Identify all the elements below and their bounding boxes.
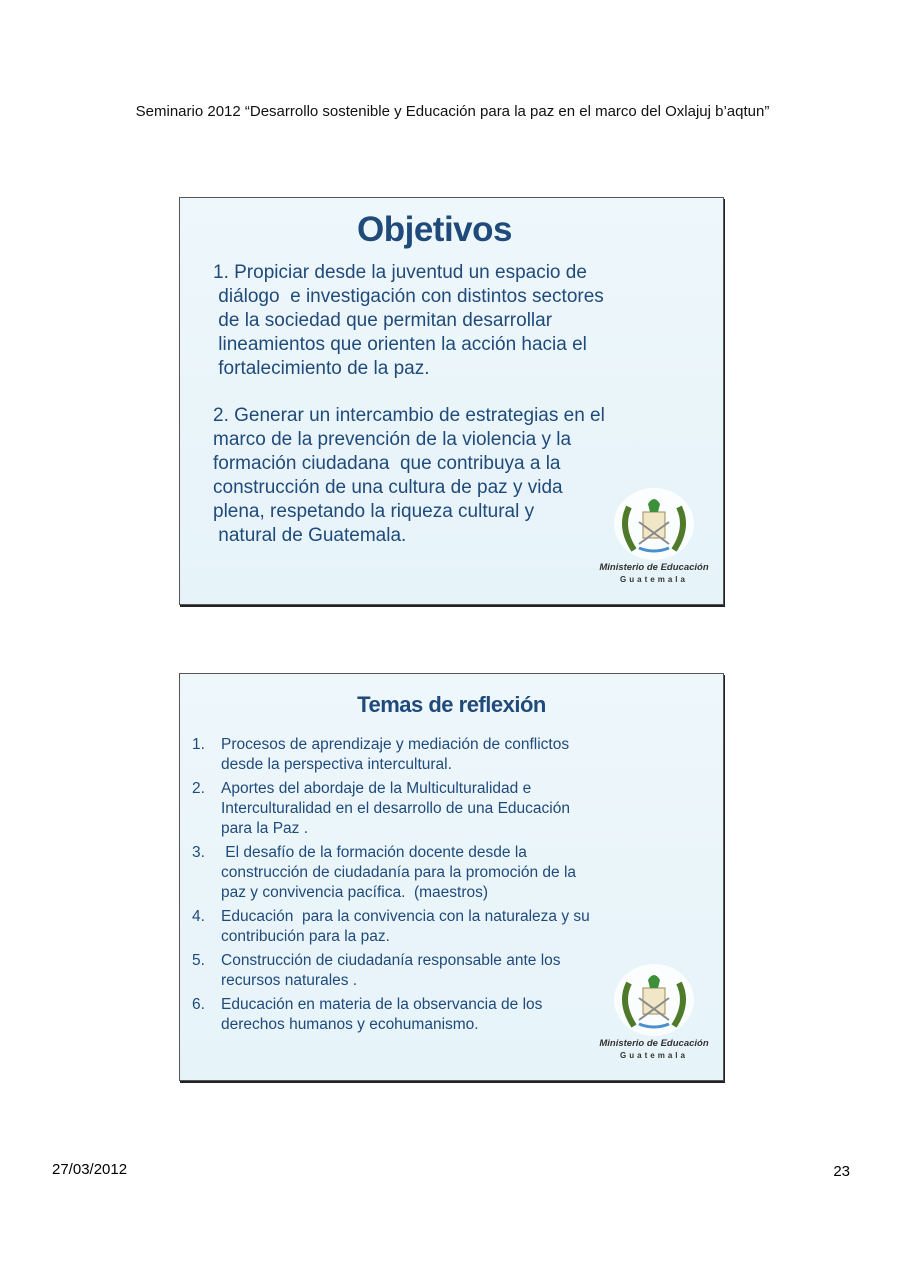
item-line: recursos naturales . xyxy=(221,972,358,989)
page-number: 23 xyxy=(833,1163,850,1180)
item-line: Construcción de ciudadanía responsable ante los xyxy=(221,952,561,969)
objective-line: plena, respetando la riqueza cultural y xyxy=(213,501,535,522)
ministry-logo xyxy=(599,482,709,592)
page-header: Seminario 2012 “Desarrollo sostenible y Educación para la paz en el marco del Oxlajuj b’aqtun” xyxy=(135,103,770,120)
objective-line: lineamientos que orienten la acción hacia el xyxy=(213,334,587,355)
item-line: para la Paz . xyxy=(221,820,309,837)
item-line: Procesos de aprendizaje y mediación de conflictos xyxy=(221,736,570,753)
item-number: 3. xyxy=(192,844,205,861)
objective-line: fortalecimiento de la paz. xyxy=(213,358,430,379)
ministry-name: Ministerio de Educación xyxy=(599,562,709,573)
item-number: 4. xyxy=(192,908,205,925)
item-number: 6. xyxy=(192,996,205,1013)
ministry-logo xyxy=(599,958,709,1068)
item-number: 5. xyxy=(192,952,205,969)
slide-temas xyxy=(179,673,724,1081)
list-item xyxy=(192,907,672,947)
item-line: desde la perspectiva intercultural. xyxy=(221,756,452,773)
item-line: Educación en materia de la observancia de los xyxy=(221,996,543,1013)
item-line: Interculturalidad en el desarrollo de una Educación xyxy=(221,800,570,817)
list-item xyxy=(192,779,672,839)
objective-line: natural de Guatemala. xyxy=(213,525,407,546)
item-number: 1. xyxy=(192,736,205,753)
item-line: Aportes del abordaje de la Multiculturalidad e xyxy=(221,780,532,797)
slide-title: Objetivos xyxy=(357,210,512,249)
item-number: 2. xyxy=(192,780,205,797)
objective-line: 1. Propiciar desde la juventud un espacio de xyxy=(213,262,587,283)
list-item xyxy=(192,843,672,903)
slide-title: Temas de reflexión xyxy=(357,692,546,717)
coat-of-arms-icon xyxy=(599,958,709,1038)
objective-line: construcción de una cultura de paz y vida xyxy=(213,477,563,498)
list-item xyxy=(192,735,672,775)
item-line: derechos humanos y ecohumanismo. xyxy=(221,1016,479,1033)
objective-line: formación ciudadana que contribuya a la xyxy=(213,453,561,474)
item-line: construcción de ciudadanía para la promoción de la xyxy=(221,864,577,881)
objective-line: diálogo e investigación con distintos sectores xyxy=(213,286,604,307)
item-line: Educación para la convivencia con la naturaleza y su xyxy=(221,908,590,925)
objective-1 xyxy=(213,261,683,381)
item-line: contribución para la paz. xyxy=(221,928,390,945)
ministry-country: Guatemala xyxy=(620,1051,688,1060)
ministry-country: Guatemala xyxy=(620,575,688,584)
coat-of-arms-icon xyxy=(599,482,709,562)
item-line: El desafío de la formación docente desde la xyxy=(221,844,527,861)
ministry-name: Ministerio de Educación xyxy=(599,1038,709,1049)
slide-objetivos xyxy=(179,197,724,605)
item-line: paz y convivencia pacífica. (maestros) xyxy=(221,884,489,901)
objective-line: de la sociedad que permitan desarrollar xyxy=(213,310,553,331)
objective-line: marco de la prevención de la violencia y la xyxy=(213,429,572,450)
footer-date: 27/03/2012 xyxy=(52,1161,128,1178)
objective-line: 2. Generar un intercambio de estrategias en el xyxy=(213,405,605,426)
